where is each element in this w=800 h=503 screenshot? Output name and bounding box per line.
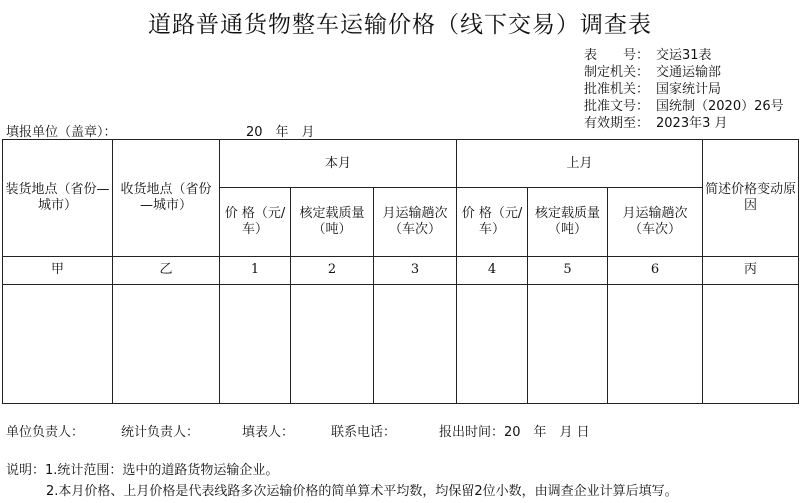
header-load-last-month: 核定载质量（吨） (528, 188, 608, 257)
meta-value: 国家统计局 (656, 82, 722, 97)
meta-value: 交通运输部 (656, 65, 722, 80)
meta-value: 国统制（2020）26号 (656, 99, 784, 114)
column-code: 5 (528, 257, 608, 284)
header-receiving-place: 收货地点（省份—城市） (113, 140, 220, 257)
column-code: 1 (220, 257, 291, 284)
data-cell-price-last-month[interactable] (457, 284, 528, 403)
meta-row-valid-until (584, 116, 728, 132)
data-cell-reason[interactable] (703, 284, 799, 403)
meta-row-approver (584, 82, 721, 98)
page-title: 道路普通货物整车运输价格（线下交易）调查表 (148, 12, 652, 38)
meta-value: 2023年3 月 (656, 116, 728, 131)
meta-row-approval-number (584, 99, 784, 115)
header-trips-this-month: 月运输趟次（车次） (374, 188, 457, 257)
header-this-month: 本月 (220, 140, 457, 188)
header-price-change-reason: 简述价格变动原因 (703, 140, 799, 257)
column-code: 3 (374, 257, 457, 284)
meta-row-authority (584, 65, 721, 81)
survey-table (2, 139, 799, 404)
notes-line-1: 说明：1.统计范围：选中的道路货物运输企业。 (6, 463, 279, 478)
meta-key: 制定机关： (584, 65, 650, 80)
data-cell-load-this-month[interactable] (291, 284, 374, 403)
data-cell-load-last-month[interactable] (528, 284, 608, 403)
header-last-month: 上月 (457, 140, 703, 188)
notes-line-2: 2.本月价格、上月价格是代表线路多次运输价格的简单算术平均数，均保留2位小数，由调查企业计算后填写。 (46, 484, 678, 499)
data-cell-trips-this-month[interactable] (374, 284, 457, 403)
unit-head-label: 单位负责人： (6, 425, 85, 440)
column-code: 丙 (703, 257, 799, 284)
fill-unit-label: 填报单位（盖章）： (6, 125, 117, 140)
column-code: 2 (291, 257, 374, 284)
column-code: 甲 (3, 257, 113, 284)
stat-head-label: 统计负责人： (121, 425, 200, 440)
data-cell-trips-last-month[interactable] (608, 284, 703, 403)
signature-row (6, 421, 590, 440)
meta-value: 交运31表 (656, 48, 712, 63)
data-cell-receiving-place[interactable] (113, 284, 220, 403)
column-code: 乙 (113, 257, 220, 284)
meta-key: 表 号： (584, 48, 650, 63)
data-cell-loading-place[interactable] (3, 284, 113, 403)
data-cell-price-this-month[interactable] (220, 284, 291, 403)
phone-label: 联系电话： (331, 425, 397, 440)
header-load-this-month: 核定载质量（吨） (291, 188, 374, 257)
header-price-last-month: 价 格（元/车） (457, 188, 528, 257)
column-code: 6 (608, 257, 703, 284)
meta-key: 批准文号： (584, 99, 650, 114)
header-loading-place: 装货地点（省份—城市） (3, 140, 113, 257)
column-code: 4 (457, 257, 528, 284)
meta-key: 批准机关： (584, 82, 650, 97)
meta-key: 有效期至： (584, 116, 650, 131)
header-price-this-month: 价 格（元/车） (220, 188, 291, 257)
report-time-label: 报出时间：20 年 月 日 (439, 425, 590, 440)
header-trips-last-month: 月运输趟次（车次） (608, 188, 703, 257)
filler-label: 填表人： (242, 425, 295, 440)
meta-row-form-number (584, 48, 712, 64)
fill-date-label: 20 年 月 (246, 125, 315, 140)
